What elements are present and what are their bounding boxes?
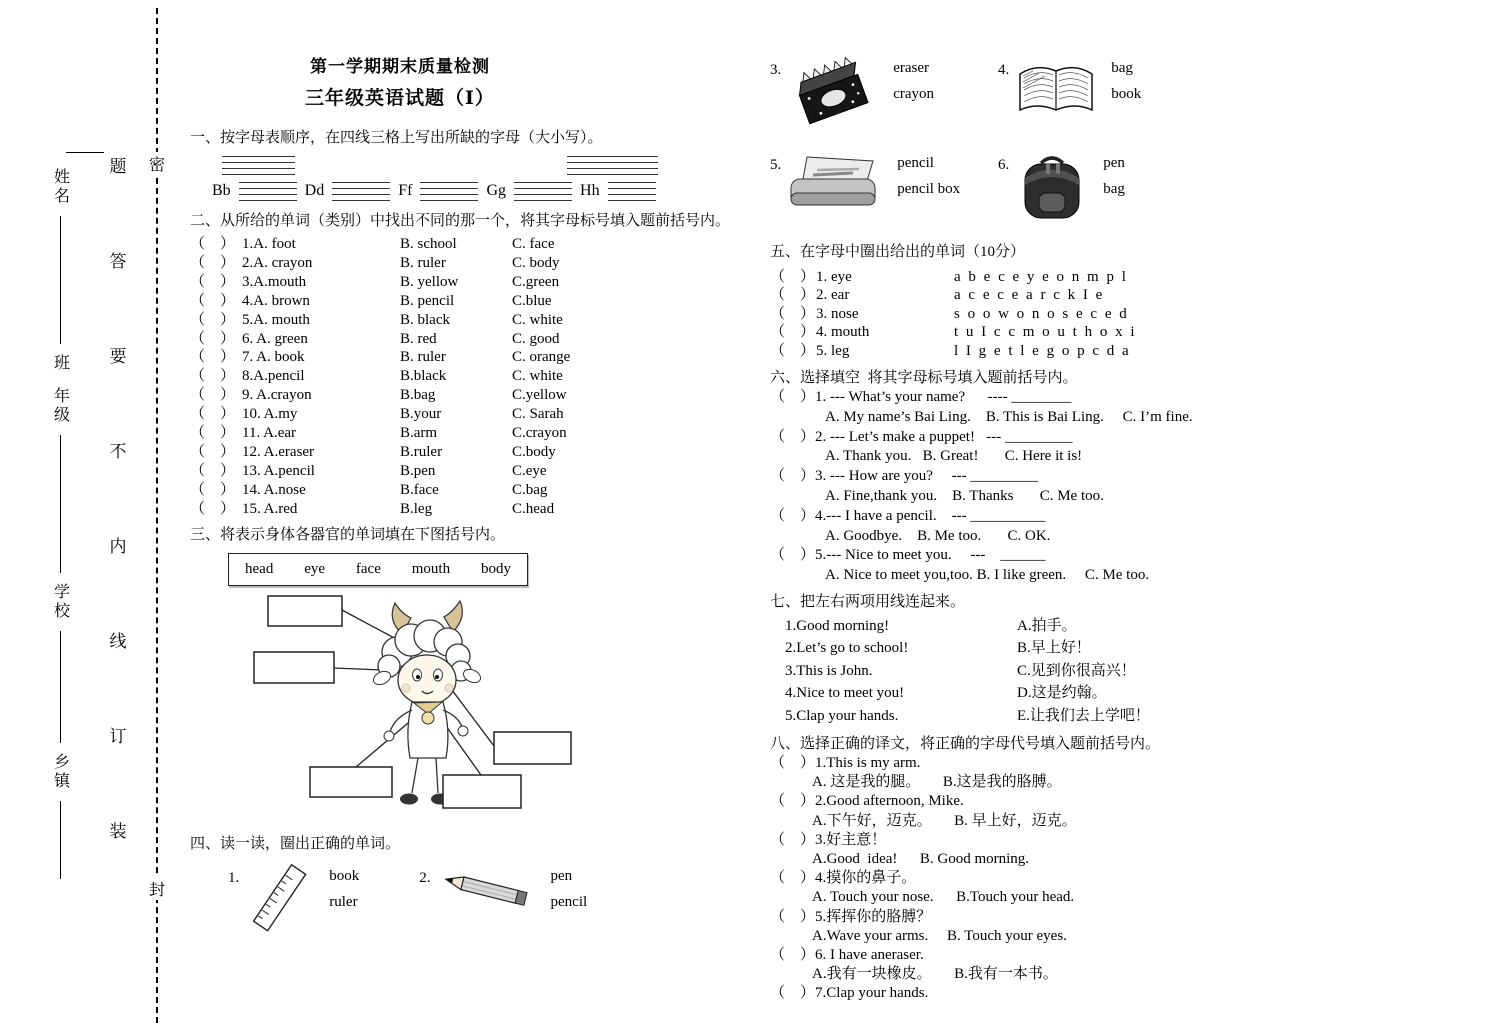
target-word: 2. ear	[816, 287, 850, 304]
answer-paren[interactable]: （ ）	[190, 425, 236, 442]
pencil-icon	[437, 864, 537, 925]
binding-char: 不	[109, 442, 127, 461]
answer-paren[interactable]: （ ）	[190, 481, 236, 498]
option-a: 15. A.red	[242, 500, 298, 517]
word-choice[interactable]: ruler	[329, 893, 358, 910]
option-a: 14. A.nose	[242, 481, 306, 498]
question-text: 1. --- What’s your name? ---- ________	[815, 389, 1072, 406]
answer-paren[interactable]: （ ）	[770, 831, 816, 848]
letter-strip[interactable]: s o o w o n o s e c e d	[954, 305, 1129, 322]
translation-choice-item	[770, 831, 1470, 869]
answer-paren[interactable]: （ ）	[190, 236, 236, 252]
option-b: B. yellow	[400, 273, 459, 290]
writing-grid[interactable]	[514, 182, 572, 201]
section7-heading: 七、把左右两项用线连起来。	[770, 594, 966, 610]
paper-header	[190, 52, 610, 110]
right-column	[770, 56, 1470, 1004]
section5-heading: 五、在字母中圈出给出的单词（10分）	[770, 244, 1026, 260]
option-b: B.arm	[400, 425, 438, 442]
section4-items-right	[770, 56, 1470, 230]
target-word: 4. mouth	[816, 324, 870, 341]
answer-paren[interactable]: （ ）	[190, 462, 236, 479]
odd-one-out-item	[190, 500, 750, 519]
option-a: 1.A. foot	[242, 236, 296, 252]
option-a: 9. A.crayon	[242, 387, 312, 404]
circle-word-item	[998, 56, 1470, 137]
letter-label: Bb	[212, 182, 231, 199]
match-left-item[interactable]: 3.This is John.	[785, 662, 873, 679]
word-bank-item: head	[245, 560, 274, 577]
circle-word-item	[770, 151, 998, 230]
field-grade-label: 年级	[51, 387, 69, 425]
odd-one-out-item	[190, 273, 750, 292]
letter-strip[interactable]: a b e c e y e o n m p l	[954, 269, 1128, 285]
writing-grid[interactable]	[567, 156, 658, 175]
item-number: 3.	[770, 62, 782, 78]
answer-box[interactable]	[268, 596, 342, 626]
field-town-label: 乡镇	[51, 753, 69, 791]
answer-options[interactable]: A.下午好，迈克。 B. 早上好，迈克。	[812, 812, 1077, 829]
option-b: B.black	[400, 368, 447, 385]
answer-paren[interactable]: （ ）	[770, 389, 816, 406]
option-a: 8.A.pencil	[242, 368, 305, 385]
odd-one-out-item	[190, 254, 750, 273]
odd-one-out-item	[190, 367, 750, 386]
option-b: B.your	[400, 406, 442, 423]
odd-one-out-item	[190, 443, 750, 462]
word-choice[interactable]: eraser	[893, 60, 930, 76]
answer-paren[interactable]: （ ）	[190, 500, 236, 517]
section4-heading: 四、读一读，圈出正确的单词。	[190, 835, 401, 852]
answer-options[interactable]: A. Goodbye. B. Me too. C. OK.	[825, 527, 1051, 544]
answer-paren[interactable]: （ ）	[190, 368, 236, 385]
answer-paren[interactable]: （ ）	[190, 292, 236, 309]
letter-strip[interactable]: a c e c e a r c k I e	[954, 287, 1105, 304]
binding-warning-text	[108, 152, 128, 842]
crayon-box-icon	[787, 56, 879, 137]
option-b: B.leg	[400, 500, 433, 517]
translation-choice-item	[770, 946, 1470, 984]
circle-word-item	[419, 864, 587, 937]
question-text: 4.摸你的鼻子。	[815, 870, 917, 887]
question-text: 5.--- Nice to meet you. --- ______	[815, 547, 1046, 564]
question-text: 5.挥挥你的胳膊？	[815, 908, 932, 925]
word-choice[interactable]: crayon	[893, 86, 935, 102]
word-search-item	[770, 286, 1470, 304]
option-b: B.ruler	[400, 443, 443, 460]
option-c: C.green	[512, 273, 560, 290]
item-number: 2.	[419, 869, 431, 886]
multiple-choice-item	[770, 546, 1470, 586]
writing-grids-row-top	[222, 156, 750, 175]
word-bank-item: mouth	[411, 560, 451, 577]
item-number: 6.	[998, 157, 1010, 173]
answer-options[interactable]: A. Fine,thank you. B. Thanks C. Me too.	[825, 488, 1104, 505]
match-left-item[interactable]: 1.Good morning!	[785, 618, 890, 634]
answer-paren[interactable]: （ ）	[770, 870, 816, 887]
answer-paren[interactable]: （ ）	[190, 330, 236, 347]
option-a: 11. A.ear	[242, 425, 297, 442]
translation-choice-item	[770, 792, 1470, 830]
odd-one-out-item	[190, 311, 750, 330]
answer-paren[interactable]: （ ）	[770, 755, 816, 772]
writing-grid[interactable]	[332, 182, 390, 201]
writing-grid[interactable]	[222, 156, 295, 175]
option-c: C. good	[512, 330, 560, 347]
multiple-choice-item	[770, 507, 1470, 547]
binding-char: 要	[109, 347, 127, 366]
letter-label: Dd	[304, 182, 325, 199]
answer-paren[interactable]: （ ）	[770, 793, 816, 810]
binding-char: 内	[109, 537, 127, 556]
circle-word-item	[228, 864, 359, 937]
answer-options[interactable]: A. 这是我的腿。 B.这是我的胳膊。	[812, 774, 1062, 791]
pointer-line	[342, 610, 398, 640]
section1-heading: 一、按字母表顺序，在四线三格上写出所缺的字母（大小写）。	[190, 130, 603, 146]
answer-paren[interactable]: （ ）	[770, 342, 816, 359]
letter-label: Gg	[486, 182, 507, 199]
word-choice[interactable]: pencil	[897, 155, 934, 171]
field-class-label: 班	[51, 354, 69, 373]
match-left-item[interactable]: 5.Clap your hands.	[785, 707, 899, 724]
translation-choice-item	[770, 908, 1470, 946]
schoolbag-icon	[1015, 151, 1089, 230]
option-b: B. school	[400, 236, 457, 252]
question-text: 6. I have aneraser.	[815, 947, 924, 964]
item-number: 4.	[998, 62, 1010, 78]
circle-word-item	[998, 151, 1470, 230]
option-c: C. face	[512, 236, 555, 252]
binding-char: 线	[109, 632, 127, 651]
field-name-label: 姓名	[51, 168, 69, 206]
multiple-choice-item	[770, 428, 1470, 468]
answer-options[interactable]: A. Nice to meet you,too. B. I like green. C. Me too.	[825, 567, 1150, 584]
option-a: 6. A. green	[242, 330, 308, 347]
question-text: 2.Good afternoon, Mike.	[815, 793, 964, 810]
answer-paren[interactable]: （ ）	[770, 507, 816, 524]
question-text: 1.This is my arm.	[815, 755, 921, 772]
option-b: B.face	[400, 481, 439, 498]
binding-char: 题	[109, 157, 127, 176]
answer-paren[interactable]: （ ）	[190, 311, 236, 328]
writing-grid[interactable]	[608, 182, 656, 201]
option-c: C.head	[512, 500, 555, 517]
option-a: 10. A.my	[242, 406, 298, 423]
word-choice[interactable]: bag	[1103, 181, 1125, 197]
option-c: C.blue	[512, 292, 552, 309]
match-right-item[interactable]: E.让我们去上学吧！	[1017, 707, 1150, 724]
pointer-line	[452, 690, 494, 746]
writing-grid[interactable]	[239, 182, 297, 201]
answer-box[interactable]	[494, 732, 571, 764]
word-bank	[228, 553, 528, 586]
option-b: B. pencil	[400, 292, 455, 309]
option-c: C.yellow	[512, 387, 567, 404]
seal-char-bottom: 封	[147, 877, 167, 900]
match-left-item[interactable]: 4.Nice to meet you!	[785, 685, 905, 702]
section3-heading: 三、将表示身体各器官的单词填在下图括号内。	[190, 526, 506, 543]
letter-label: Ff	[398, 182, 413, 199]
answer-paren[interactable]: （ ）	[190, 254, 236, 271]
option-b: B. red	[400, 330, 437, 347]
answer-paren[interactable]: （ ）	[770, 468, 816, 485]
paper-title: 第一学期期末质量检测	[310, 57, 490, 76]
option-c: C. white	[512, 311, 563, 328]
left-column	[190, 52, 750, 937]
answer-options[interactable]: A. Thank you. B. Great! C. Here it is!	[825, 448, 1083, 465]
answer-paren[interactable]: （ ）	[770, 305, 816, 322]
answer-paren[interactable]: （ ）	[770, 947, 816, 964]
target-word: 1. eye	[816, 269, 852, 285]
option-b: B.pen	[400, 462, 436, 479]
odd-one-out-item	[190, 481, 750, 500]
section2-items	[190, 235, 750, 519]
target-word: 3. nose	[816, 305, 859, 322]
translation-choice-item	[770, 754, 1470, 792]
writing-grids-row-letters	[212, 181, 750, 201]
option-c: C.bag	[512, 481, 548, 498]
answer-paren[interactable]: （ ）	[190, 443, 236, 460]
odd-one-out-item	[190, 348, 750, 367]
binding-char: 订	[109, 727, 127, 746]
question-text: 2. --- Let’s make a puppet! --- _________	[815, 428, 1073, 445]
answer-paren[interactable]: （ ）	[770, 547, 816, 564]
sheep-body-parts-figure	[190, 590, 735, 832]
word-search-item	[770, 342, 1470, 360]
student-info-fields	[48, 168, 72, 889]
option-a: 3.A.mouth	[242, 273, 307, 290]
match-right-item[interactable]: A.拍手。	[1017, 618, 1077, 634]
letter-label: Hh	[580, 182, 600, 199]
answer-box[interactable]	[443, 775, 521, 808]
option-a: 7. A. book	[242, 349, 305, 366]
blank-line[interactable]	[60, 435, 61, 573]
translation-choice-item	[770, 984, 1470, 1003]
word-choice[interactable]: book	[1111, 86, 1142, 102]
option-a: 13. A.pencil	[242, 462, 315, 479]
question-text: 7.Clap your hands.	[815, 985, 929, 1002]
question-text: 3.好主意！	[815, 831, 887, 848]
binding-char: 装	[109, 822, 127, 841]
field-school-label: 学校	[51, 583, 69, 621]
ruler-icon	[245, 864, 315, 937]
multiple-choice-item	[770, 467, 1470, 507]
section5-items	[770, 268, 1470, 360]
section6-heading: 六、选择填空 将其字母标号填入题前括号内。	[770, 370, 1078, 387]
pointer-line	[356, 718, 414, 767]
match-right-item[interactable]: D.这是约翰。	[1017, 685, 1107, 702]
word-search-item	[770, 268, 1470, 286]
option-b: B. ruler	[400, 349, 446, 366]
option-c: C.crayon	[512, 425, 567, 442]
blank-line[interactable]	[66, 152, 104, 153]
option-c: C. body	[512, 254, 560, 271]
pencil-case-icon	[787, 151, 883, 222]
translation-choice-item	[770, 869, 1470, 907]
answer-paren[interactable]: （ ）	[770, 287, 816, 304]
option-b: B.bag	[400, 387, 436, 404]
match-left-item[interactable]: 2.Let’s go to school!	[785, 640, 909, 657]
match-right-item[interactable]: C.见到你很高兴！	[1017, 662, 1136, 679]
answer-options[interactable]: A.Good idea! B. Good morning.	[812, 851, 1030, 868]
word-search-item	[770, 305, 1470, 323]
odd-one-out-item	[190, 386, 750, 405]
writing-grid[interactable]	[420, 182, 478, 201]
answer-paren[interactable]: （ ）	[190, 273, 236, 290]
answer-paren[interactable]: （ ）	[190, 349, 236, 366]
word-bank-item: body	[480, 560, 511, 577]
option-b: B. black	[400, 311, 450, 328]
word-choice[interactable]: pencil	[550, 893, 588, 910]
word-choice[interactable]: pen	[550, 867, 573, 884]
answer-paren[interactable]: （ ）	[770, 269, 816, 285]
option-c: C.eye	[512, 462, 547, 479]
item-number: 1.	[228, 869, 240, 886]
paper-subtitle: 三年级英语试题（Ⅰ）	[305, 88, 495, 109]
answer-paren[interactable]: （ ）	[770, 908, 816, 925]
option-a: 4.A. brown	[242, 292, 310, 309]
matching-exercise	[785, 616, 1470, 726]
word-bank-item: eye	[304, 560, 326, 577]
blank-line[interactable]	[60, 801, 61, 879]
blank-line[interactable]	[60, 216, 61, 344]
letter-strip[interactable]: l I g e t l e g o p c d a	[954, 342, 1131, 359]
odd-one-out-item	[190, 424, 750, 443]
section8-items	[770, 754, 1470, 1004]
book-icon	[1015, 56, 1097, 125]
option-c: C. white	[512, 368, 563, 385]
odd-one-out-item	[190, 405, 750, 424]
section6-items	[770, 388, 1470, 586]
answer-options[interactable]: A.我有一块橡皮。 B.我有一本书。	[812, 966, 1058, 983]
blank-line[interactable]	[60, 631, 61, 743]
option-a: 2.A. crayon	[242, 254, 313, 271]
answer-paren[interactable]: （ ）	[770, 428, 816, 445]
multiple-choice-item	[770, 388, 1470, 428]
section2-heading: 二、从所给的单词（类别）中找出不同的那一个，将其字母标号填入题前括号内。	[190, 213, 731, 229]
match-right-item[interactable]: B.早上好！	[1017, 640, 1091, 657]
binding-char: 答	[109, 252, 127, 271]
odd-one-out-item	[190, 235, 750, 254]
letter-strip[interactable]: t u I c c m o u t h o x i	[954, 324, 1137, 341]
section8-heading: 八、选择正确的译文，将正确的字母代号填入题前括号内。	[770, 736, 1161, 753]
answer-box[interactable]	[310, 767, 392, 797]
question-text: 4.--- I have a pencil. --- __________	[815, 507, 1046, 524]
question-text: 3. --- How are you? --- _________	[815, 468, 1038, 485]
option-c: C.body	[512, 443, 556, 460]
word-choice[interactable]: bag	[1111, 60, 1133, 76]
target-word: 5. leg	[816, 342, 850, 359]
answer-box[interactable]	[254, 652, 334, 683]
option-c: C. orange	[512, 349, 571, 366]
option-a: 5.A. mouth	[242, 311, 310, 328]
option-b: B. ruler	[400, 254, 446, 271]
answer-options[interactable]: A. Touch your nose. B.Touch your head.	[812, 889, 1075, 906]
word-search-item	[770, 323, 1470, 341]
odd-one-out-item	[190, 462, 750, 481]
odd-one-out-item	[190, 330, 750, 349]
answer-paren[interactable]: （ ）	[190, 406, 236, 423]
word-choice[interactable]: pencil box	[897, 181, 961, 197]
option-c: C. Sarah	[512, 406, 564, 423]
answer-paren[interactable]: （ ）	[770, 985, 816, 1002]
word-bank-item: face	[355, 560, 381, 577]
circle-word-item	[770, 56, 998, 137]
answer-paren[interactable]: （ ）	[770, 324, 816, 341]
seal-char-top: 密	[147, 152, 167, 175]
item-number: 5.	[770, 157, 782, 173]
answer-paren[interactable]: （ ）	[190, 387, 236, 404]
answer-options[interactable]: A. My name’s Bai Ling. B. This is Bai Ling. C. I’m fine.	[825, 408, 1193, 425]
word-choice[interactable]: pen	[1103, 155, 1125, 171]
option-a: 12. A.eraser	[242, 443, 315, 460]
word-choice[interactable]: book	[329, 867, 360, 884]
odd-one-out-item	[190, 292, 750, 311]
answer-options[interactable]: A.Wave your arms. B. Touch your eyes.	[812, 927, 1067, 944]
section4-items-left	[228, 864, 750, 937]
